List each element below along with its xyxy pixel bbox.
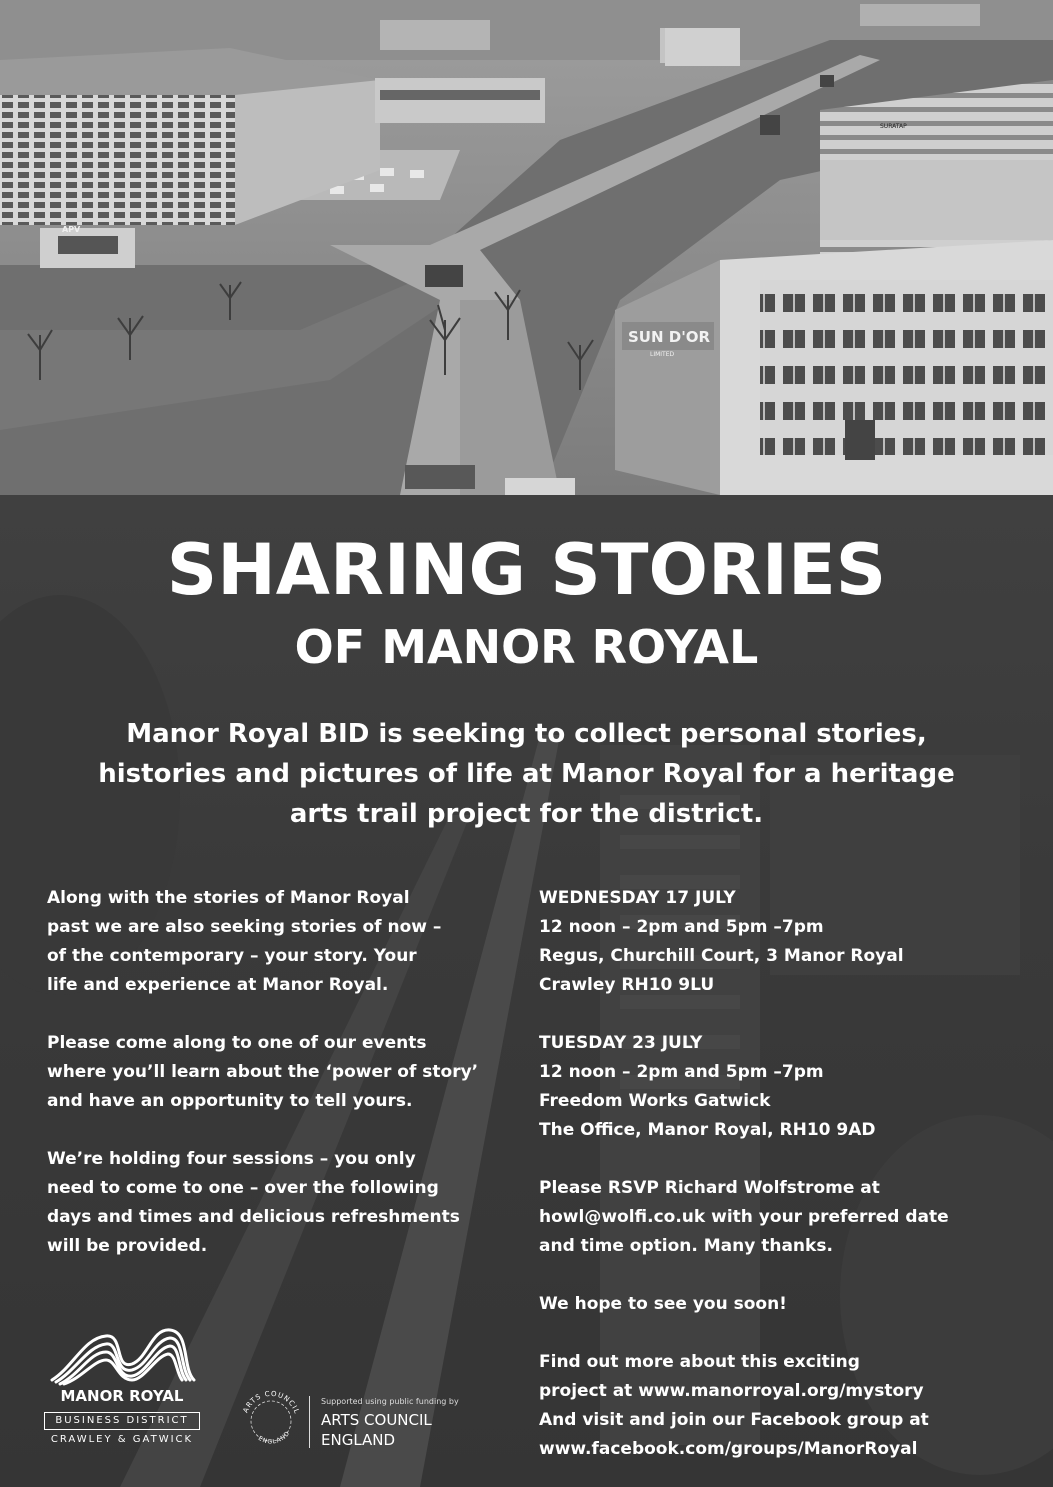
funding-note: Supported using public funding by [321,1397,459,1406]
intro-line: arts trail project for the district. [289,799,764,829]
right-column [539,884,1019,1487]
text-line: days and times and delicious refreshments [47,1207,460,1227]
event-tuesday [539,1029,1019,1145]
closing-paragraph [539,1290,1019,1319]
ring-bottom-text: ENGLAND [256,1429,292,1446]
text-line: Please come along to one of our events [47,1033,427,1053]
rsvp-paragraph [539,1174,1019,1261]
ring-top-text: ARTS COUNCIL [241,1389,301,1416]
text-line: where you’ll learn about the ‘power of story’ [47,1062,479,1082]
sign-sundor: SUN D'OR [628,328,711,346]
text-line: life and experience at Manor Royal. [47,975,389,995]
facebook-link-line: www.facebook.com/groups/ManorRoyal [539,1439,918,1459]
paragraph-events [47,1029,517,1116]
event-address: Crawley RH10 9LU [539,975,715,995]
text-line: of the contemporary – your story. Your [47,946,417,966]
svg-text:ARTS COUNCIL [242,1390,301,1415]
aerial-photo-illustration [0,0,1053,495]
event-time: 12 noon – 2pm and 5pm –7pm [539,917,824,937]
business-district-label: BUSINESS DISTRICT [44,1412,200,1430]
paragraph-sessions [47,1145,517,1261]
sign-limited: LIMITED [650,351,675,358]
arts-council-name-line: ENGLAND [321,1431,396,1449]
text-line: We hope to see you soon! [539,1294,787,1314]
text-line: Please RSVP Richard Wolfstrome at [539,1178,880,1198]
text-line: Find out more about this exciting [539,1352,860,1372]
event-date: TUESDAY 23 JULY [539,1033,703,1053]
left-column [47,884,517,1290]
intro-text [40,714,1013,834]
sign-suratap: SURATAP [880,123,907,130]
event-date: WEDNESDAY 17 JULY [539,888,736,908]
text-line: Along with the stories of Manor Royal [47,888,410,908]
arts-council-ring-icon [238,1388,304,1454]
event-time: 12 noon – 2pm and 5pm –7pm [539,1062,824,1082]
arts-council-name [321,1410,432,1450]
text-line: And visit and join our Facebook group at [539,1410,929,1430]
manor-royal-name: MANOR ROYAL [60,1387,184,1405]
links-paragraph [539,1348,1019,1464]
event-address: The Office, Manor Royal, RH10 9AD [539,1120,876,1140]
rsvp-email-line: howl@wolfi.co.uk with your preferred date [539,1207,949,1227]
text-line: will be provided. [47,1236,208,1256]
arts-council-name-line: ARTS COUNCIL [321,1411,432,1429]
sign-apv: APV [62,225,81,234]
text-line: past we are also seeking stories of now – [47,917,442,937]
intro-line: Manor Royal BID is seeking to collect personal stories, [126,719,927,749]
svg-text:ENGLAND [257,1430,292,1446]
page-title: SHARING STORIES [166,529,887,611]
text-line: and time option. Many thanks. [539,1236,833,1256]
website-link-line: project at www.manorroyal.org/mystory [539,1381,924,1401]
crawley-gatwick-label: CRAWLEY & GATWICK [50,1434,194,1445]
event-wednesday [539,884,1019,1000]
text-line: need to come to one – over the following [47,1178,439,1198]
event-venue: Freedom Works Gatwick [539,1091,771,1111]
header-photo [0,0,1053,495]
intro-line: histories and pictures of life at Manor Royal for a heritage [98,759,955,789]
text-line: and have an opportunity to tell yours. [47,1091,413,1111]
text-line: We’re holding four sessions – you only [47,1149,416,1169]
logo-divider [309,1396,310,1448]
paragraph-stories [47,884,517,1000]
event-venue: Regus, Churchill Court, 3 Manor Royal [539,946,904,966]
page-subtitle: OF MANOR ROYAL [294,620,759,674]
